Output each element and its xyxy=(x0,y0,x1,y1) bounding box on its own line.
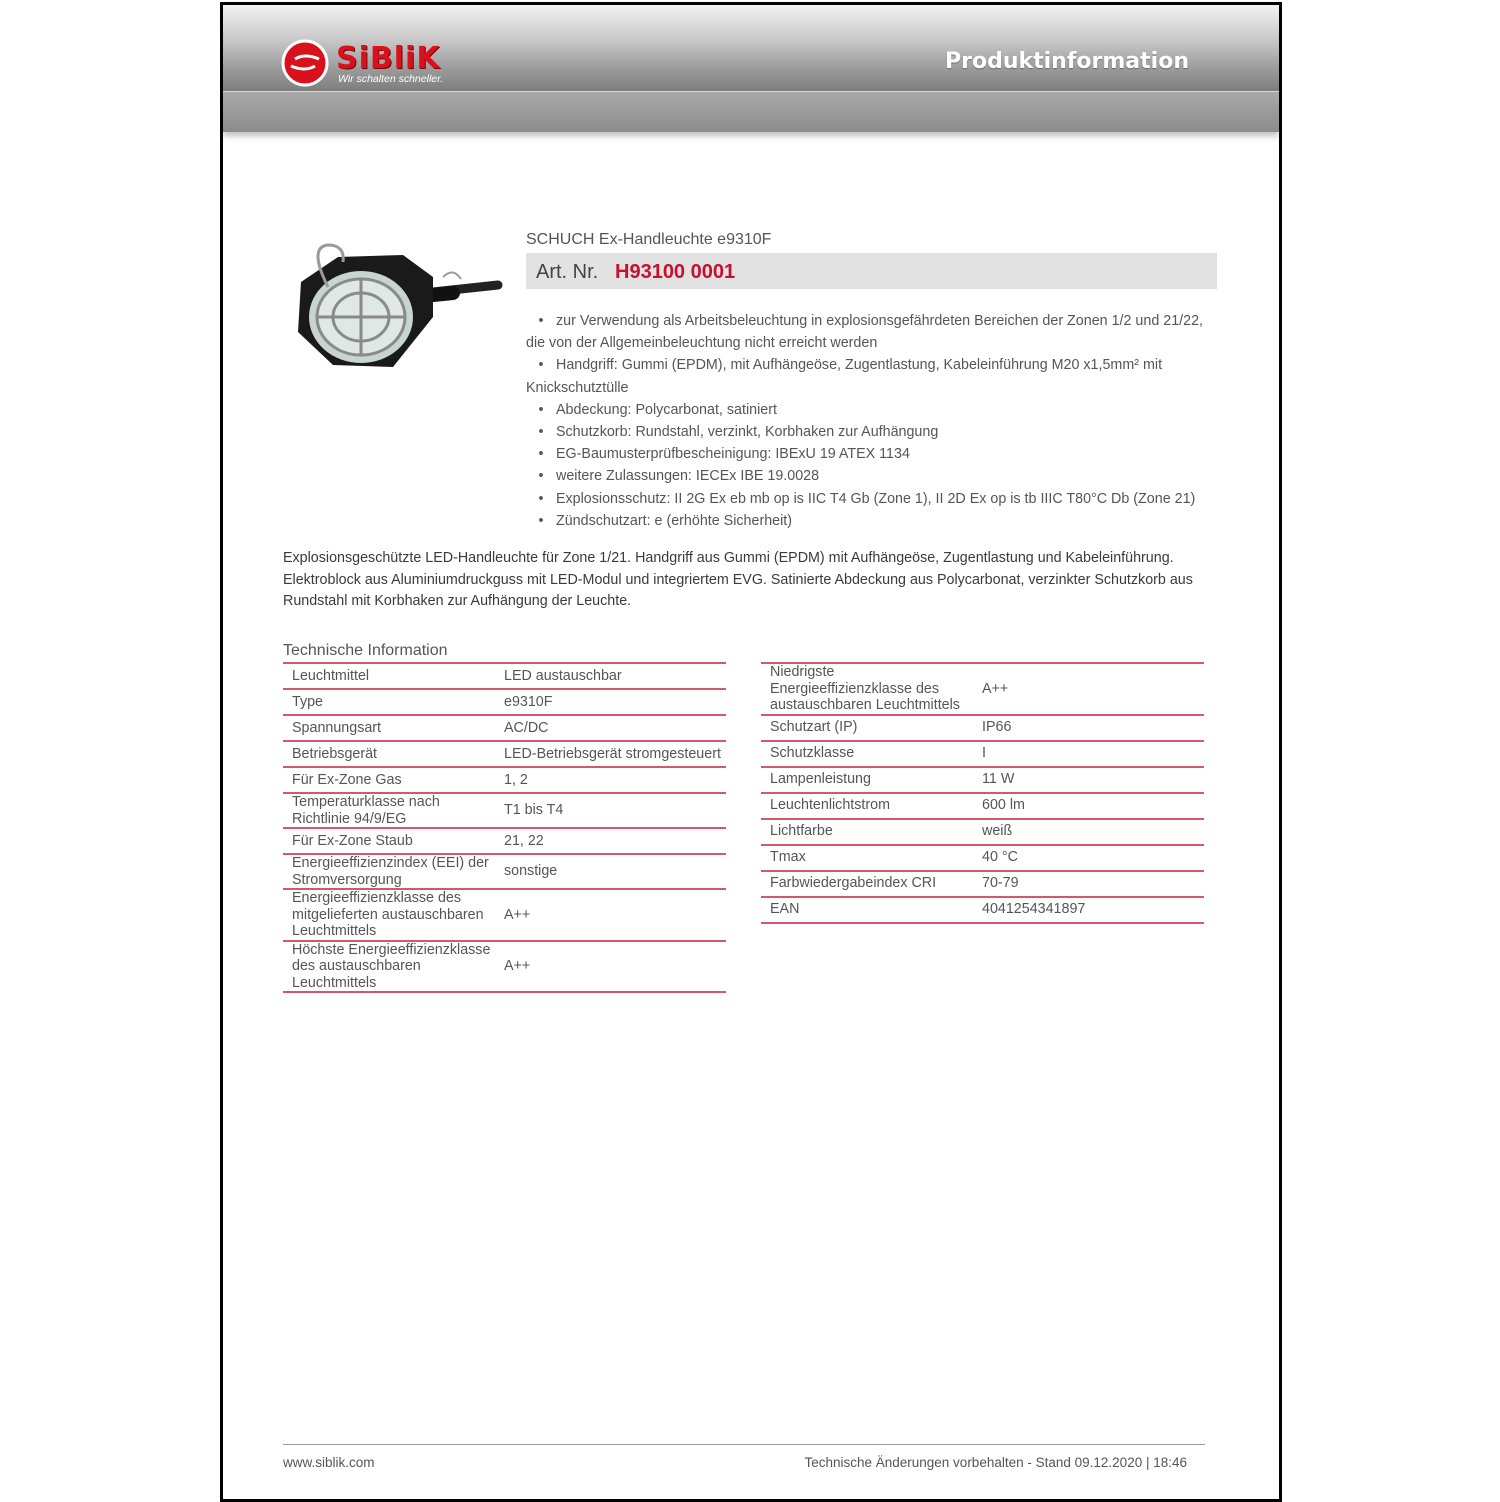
table-row: Type e9310F xyxy=(283,689,726,715)
table-row: Für Ex-Zone Gas 1, 2 xyxy=(283,767,726,793)
table-row: Lampenleistung 11 W xyxy=(761,767,1204,793)
bullet-icon: • xyxy=(538,468,544,485)
feature-item: • Zündschutzart: e (erhöhte Sicherheit) xyxy=(526,510,1226,532)
footer-note: Technische Änderungen vorbehalten - Stand 09.12.2020 | 18:46 xyxy=(804,1455,1187,1470)
footer-website-link[interactable]: www.siblik.com xyxy=(283,1455,375,1470)
brand-tagline: Wir schalten schneller. xyxy=(338,73,444,85)
table-row: Spannungsart AC/DC xyxy=(283,715,726,741)
table-row: Leuchtenlichtstrom 600 lm xyxy=(761,793,1204,819)
feature-item: • Explosionsschutz: II 2G Ex eb mb op is IIC T4 Gb (Zone 1), II 2D Ex op is tb IIIC T80°C Db (Zone 21) xyxy=(526,488,1226,510)
header-band-lower xyxy=(223,91,1279,132)
datasheet-page xyxy=(220,2,1282,1502)
article-number-label: Art. Nr. xyxy=(536,261,599,283)
table-row: Leuchtmittel LED austauschbar xyxy=(283,663,726,689)
product-image xyxy=(293,237,503,377)
table-row: EAN 4041254341897 xyxy=(761,897,1204,923)
bullet-icon: • xyxy=(538,424,544,441)
table-row: Temperaturklasse nach Richtlinie 94/9/EG T1 bis T4 xyxy=(283,793,726,828)
spec-table-right xyxy=(761,662,1204,924)
bullet-icon: • xyxy=(538,357,544,374)
table-row: Farbwiedergabeindex CRI 70-79 xyxy=(761,871,1204,897)
table-row: Betriebsgerät LED-Betriebsgerät stromgesteuert xyxy=(283,741,726,767)
bullet-icon: • xyxy=(538,401,544,418)
table-row: Höchste Energieeffizienzklasse des austauschbaren Leuchtmittels A++ xyxy=(283,941,726,993)
table-row: Schutzklasse I xyxy=(761,741,1204,767)
article-number: H93100 0001 xyxy=(615,261,736,283)
bullet-icon: • xyxy=(538,446,544,463)
table-row: Lichtfarbe weiß xyxy=(761,819,1204,845)
product-title: SCHUCH Ex-Handleuchte e9310F xyxy=(526,231,772,248)
table-row: Energieeffizienzklasse des mitgelieferten austauschbaren Leuchtmittels A++ xyxy=(283,889,726,941)
page-title: Produktinformation xyxy=(945,49,1189,74)
table-row: Schutzart (IP) IP66 xyxy=(761,715,1204,741)
footer-divider xyxy=(283,1444,1205,1445)
feature-item: • Schutzkorb: Rundstahl, verzinkt, Korbhaken zur Aufhängung xyxy=(526,421,1226,443)
table-row: Energieeffizienzindex (EEI) der Stromversorgung sonstige xyxy=(283,854,726,889)
spec-table-left xyxy=(283,662,726,993)
tech-info-heading: Technische Information xyxy=(283,642,448,659)
feature-list xyxy=(526,310,1226,532)
bullet-icon: • xyxy=(538,512,544,529)
bullet-icon: • xyxy=(538,490,544,507)
table-row: Für Ex-Zone Staub 21, 22 xyxy=(283,828,726,854)
feature-item: • zur Verwendung als Arbeitsbeleuchtung in explosionsgefährdeten Bereichen der Zonen 1/2 und 21/22, die von der Allgemeinbeleuchtung nicht erreicht werden xyxy=(526,310,1226,354)
feature-item: • Abdeckung: Polycarbonat, satiniert xyxy=(526,399,1226,421)
feature-item: • weitere Zulassungen: IECEx IBE 19.0028 xyxy=(526,465,1226,487)
product-description: Explosionsgeschützte LED-Handleuchte für Zone 1/21. Handgriff aus Gummi (EPDM) mit Aufhängeöse, Zugentlastung und Kabeleinführung. Elektroblock aus Aluminiumdruckguss mit LED-Modul und integriertem EVG. Satinierte Abdeckung aus Polycarbonat, verzinkter Schutzkorb aus Rundstahl mit Korbhaken zur Aufhängung der Leuchte. xyxy=(283,550,1193,609)
feature-item: • Handgriff: Gummi (EPDM), mit Aufhängeöse, Zugentlastung, Kabeleinführung M20 x1,5mm² mit Knickschutztülle xyxy=(526,354,1226,398)
article-number-bar xyxy=(526,253,1217,289)
brand-name: SiBliK xyxy=(336,41,441,76)
table-row: Niedrigste Energieeffizienzklasse des austauschbaren Leuchtmittels A++ xyxy=(761,663,1204,715)
table-row: Tmax 40 °C xyxy=(761,845,1204,871)
bullet-icon: • xyxy=(538,313,544,329)
logo-circle-icon xyxy=(281,39,331,89)
feature-item: • EG-Baumusterprüfbescheinigung: IBExU 19 ATEX 1134 xyxy=(526,443,1226,465)
siblik-logo xyxy=(281,39,481,87)
